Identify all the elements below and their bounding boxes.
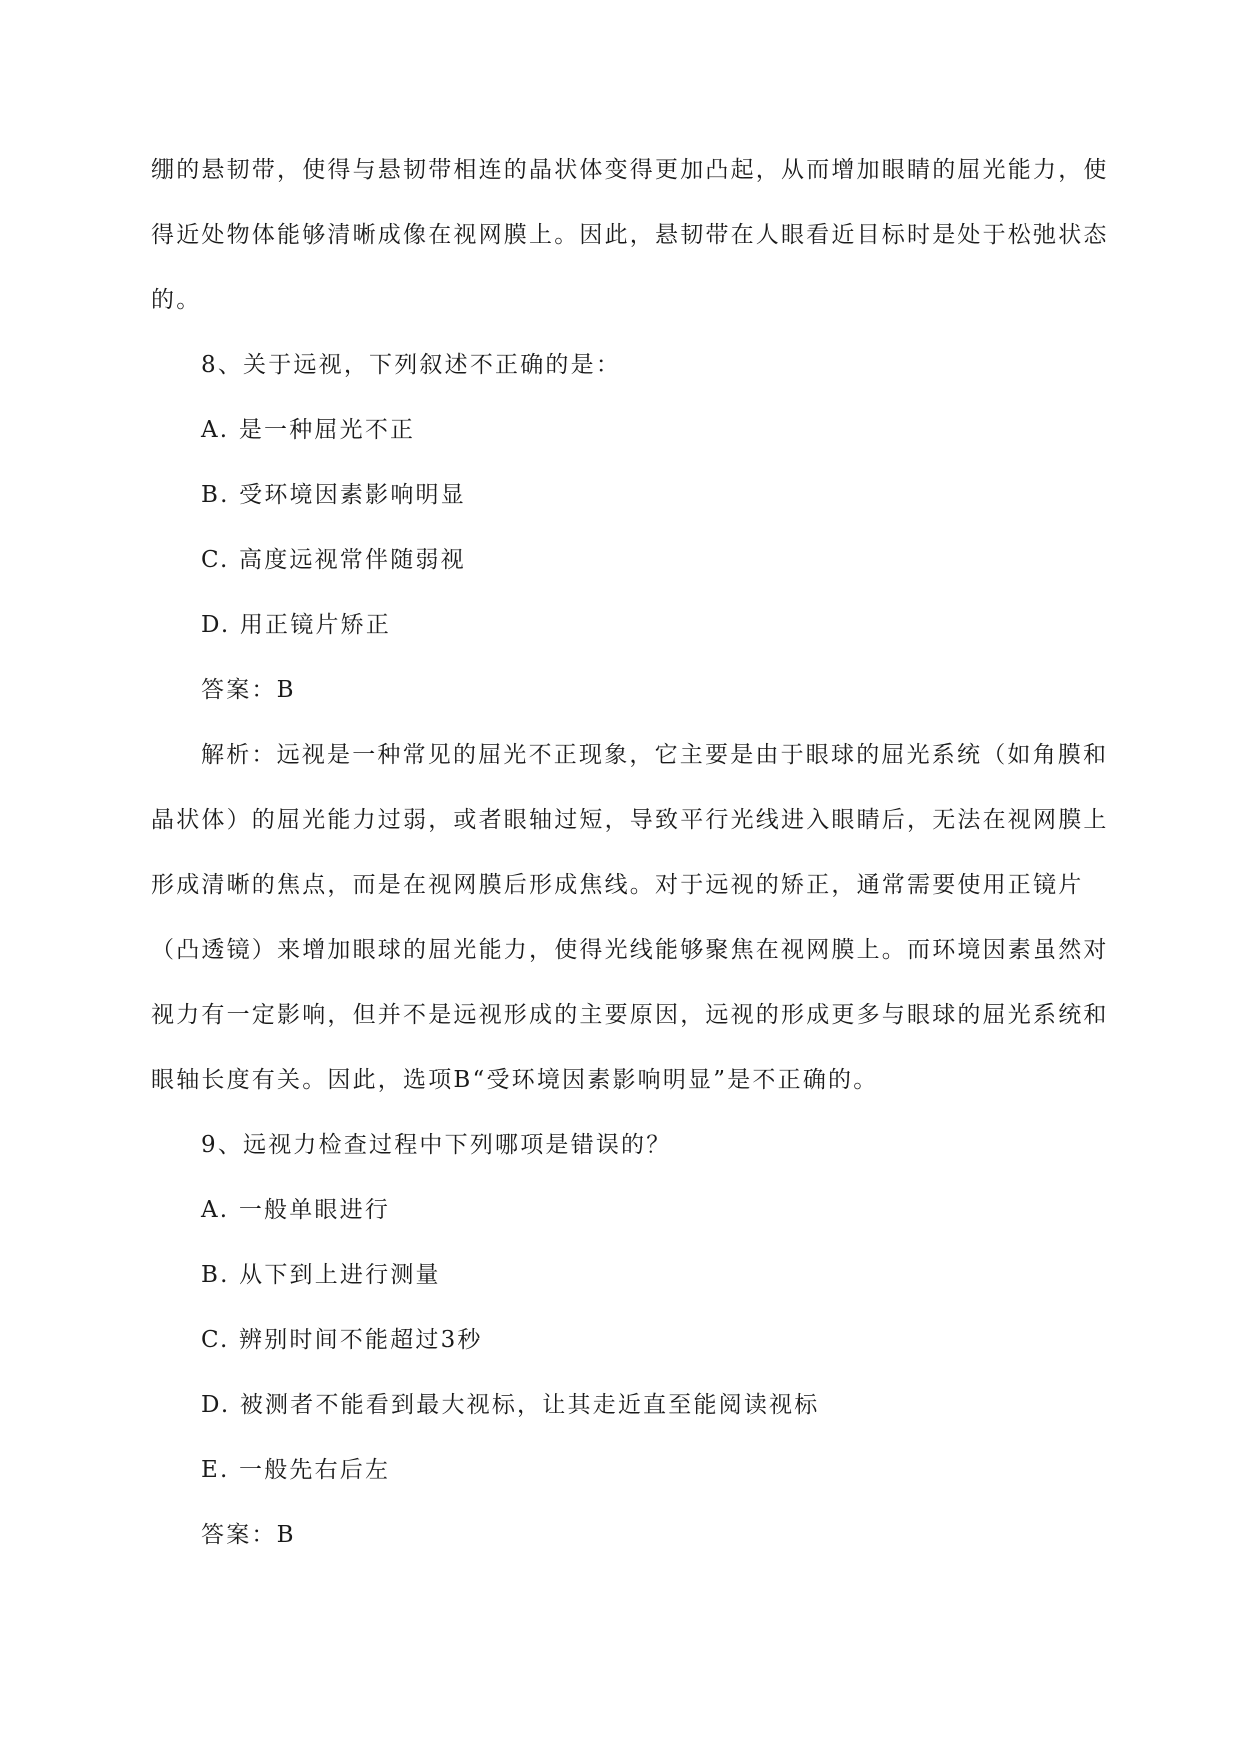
paragraph-line: 得近处物体能够清晰成像在视网膜上。因此，悬韧带在人眼看近目标时是处于松弛状态: [151, 222, 1109, 248]
analysis-line: 晶状体）的屈光能力过弱，或者眼轴过短，导致平行光线进入眼睛后，无法在视网膜上: [151, 807, 1109, 833]
q9-option-d: D. 被测者不能看到最大视标，让其走近直至能阅读视标: [201, 1392, 820, 1418]
q9-option-a: A. 一般单眼进行: [201, 1197, 391, 1223]
q9-option-e: E. 一般先右后左: [201, 1457, 391, 1483]
analysis-line: 视力有一定影响，但并不是远视形成的主要原因，远视的形成更多与眼球的屈光系统和: [151, 1002, 1109, 1028]
q9-option-c: C. 辨别时间不能超过3秒: [201, 1327, 483, 1353]
analysis-line: （凸透镜）来增加眼球的屈光能力，使得光线能够聚焦在视网膜上。而环境因素虽然对: [151, 937, 1109, 963]
paragraph-line: 的。: [151, 287, 202, 313]
question-8: 8、关于远视，下列叙述不正确的是：: [201, 352, 622, 378]
q8-option-d: D. 用正镜片矫正: [201, 612, 392, 638]
q9-answer: 答案：B: [201, 1522, 296, 1548]
continuation-paragraph: [151, 138, 1109, 333]
paragraph-line: 绷的悬韧带，使得与悬韧带相连的晶状体变得更加凸起，从而增加眼睛的屈光能力，使: [151, 157, 1109, 183]
q8-option-b: B. 受环境因素影响明显: [201, 482, 466, 508]
q8-analysis: [151, 723, 1109, 1113]
question-9: 9、远视力检查过程中下列哪项是错误的？: [201, 1132, 672, 1158]
analysis-line: 解析：远视是一种常见的屈光不正现象，它主要是由于眼球的屈光系统（如角膜和: [201, 742, 1109, 768]
q8-option-c: C. 高度远视常伴随弱视: [201, 547, 466, 573]
page-content: [151, 138, 1109, 1568]
analysis-line: 形成清晰的焦点，而是在视网膜后形成焦线。对于远视的矫正，通常需要使用正镜片: [151, 872, 1084, 898]
q8-option-a: A. 是一种屈光不正: [201, 417, 416, 443]
analysis-line: 眼轴长度有关。因此，选项B“受环境因素影响明显”是不正确的。: [151, 1067, 879, 1093]
q9-option-b: B. 从下到上进行测量: [201, 1262, 441, 1288]
q8-answer: 答案：B: [201, 677, 296, 703]
